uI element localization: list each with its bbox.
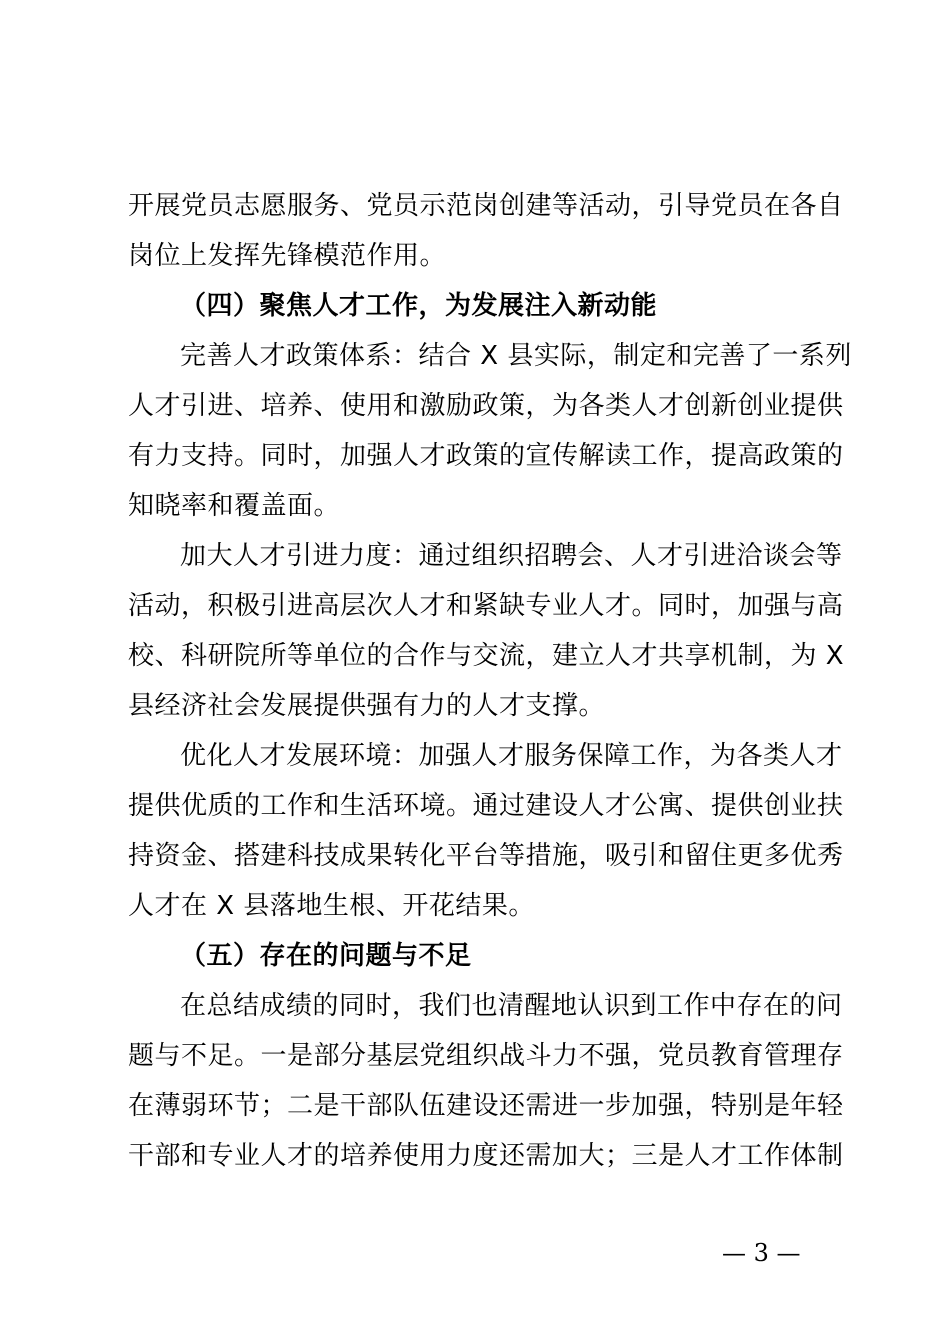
text-line: 完善人才政策体系：结合 X 县实际，制定和完善了一系列 bbox=[180, 341, 852, 371]
text-line: 县经济社会发展提供强有力的人才支撑。 bbox=[128, 691, 606, 721]
page-number: — 3 — bbox=[722, 1239, 801, 1267]
text-line: 活动，积极引进高层次人才和紧缺专业人才。同时，加强与高 bbox=[128, 591, 844, 621]
section-heading: （五）存在的问题与不足 bbox=[180, 941, 472, 971]
text-line: 提供优质的工作和生活环境。通过建设人才公寓、提供创业扶 bbox=[128, 791, 844, 821]
text-line: 题与不足。一是部分基层党组织战斗力不强，党员教育管理存 bbox=[128, 1041, 844, 1071]
text-line: 开展党员志愿服务、党员示范岗创建等活动，引导党员在各自 bbox=[128, 191, 844, 221]
text-line: 人才引进、培养、使用和激励政策，为各类人才创新创业提供 bbox=[128, 391, 844, 421]
text-line: 加大人才引进力度：通过组织招聘会、人才引进洽谈会等 bbox=[180, 541, 843, 571]
text-line: 校、科研院所等单位的合作与交流，建立人才共享机制，为 X bbox=[128, 641, 845, 671]
text-line: 人才在 X 县落地生根、开花结果。 bbox=[128, 891, 535, 921]
text-line: 在总结成绩的同时，我们也清醒地认识到工作中存在的问 bbox=[180, 991, 843, 1021]
text-line: 有力支持。同时，加强人才政策的宣传解读工作，提高政策的 bbox=[128, 441, 844, 471]
section-heading: （四）聚焦人才工作，为发展注入新动能 bbox=[180, 291, 658, 321]
text-line: 在薄弱环节；二是干部队伍建设还需进一步加强，特别是年轻 bbox=[128, 1091, 844, 1121]
text-line: 优化人才发展环境：加强人才服务保障工作，为各类人才 bbox=[180, 741, 843, 771]
document-body bbox=[128, 181, 852, 1181]
text-line: 干部和专业人才的培养使用力度还需加大；三是人才工作体制 bbox=[128, 1141, 844, 1171]
text-line: 岗位上发挥先锋模范作用。 bbox=[128, 241, 447, 271]
text-line: 知晓率和覆盖面。 bbox=[128, 491, 341, 521]
text-line: 持资金、搭建科技成果转化平台等措施，吸引和留住更多优秀 bbox=[128, 841, 844, 871]
